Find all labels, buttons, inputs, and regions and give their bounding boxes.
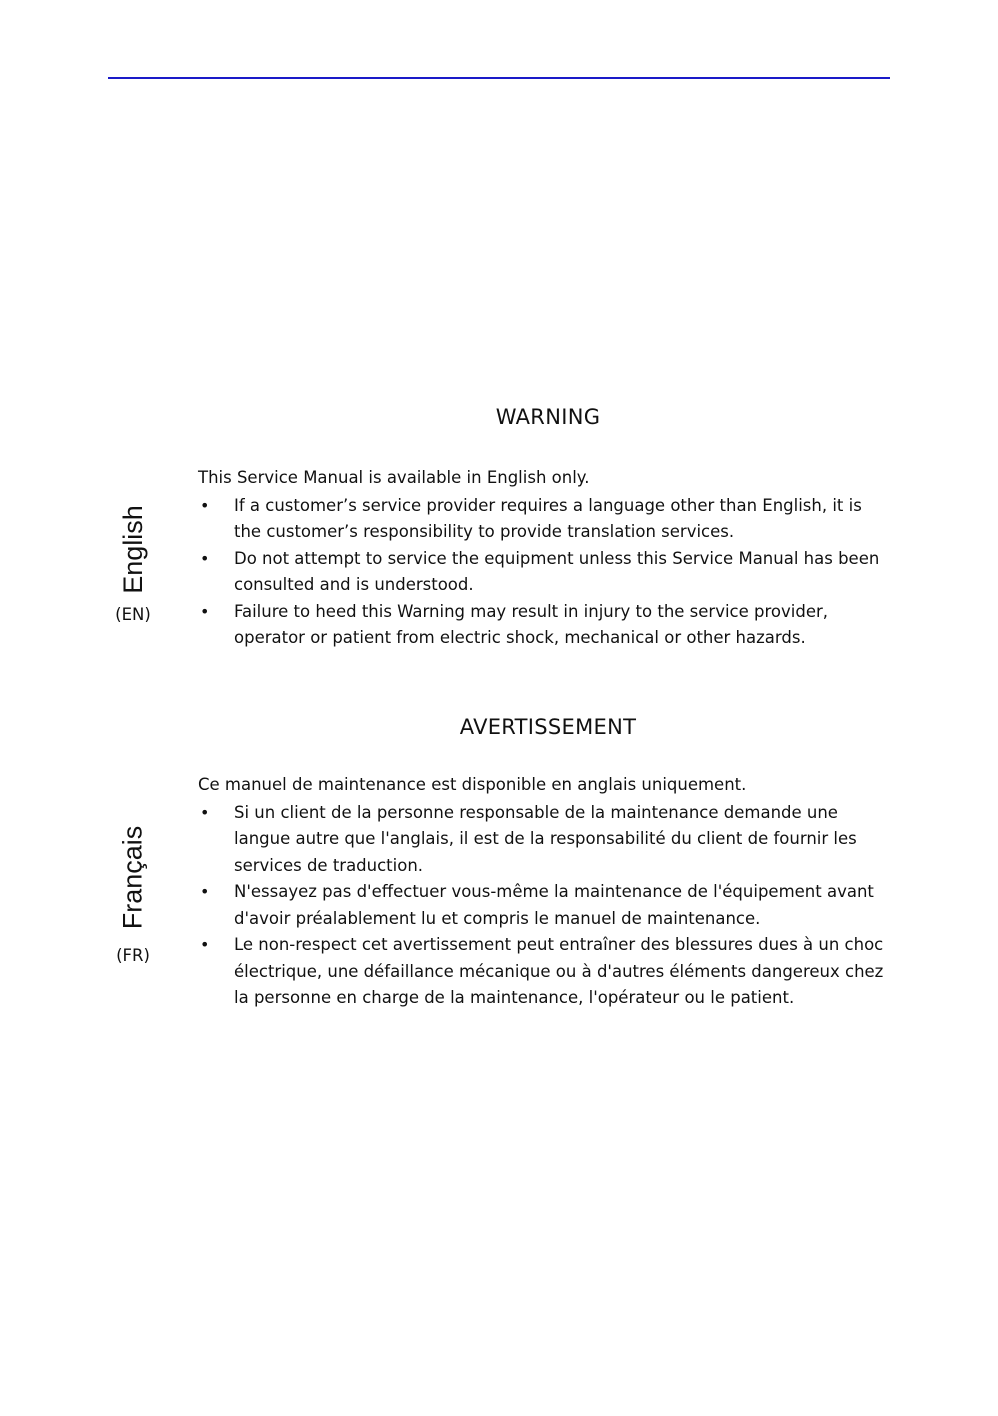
language-label-vertical [110, 503, 156, 595]
warning-bullet [198, 546, 888, 599]
language-name: English [117, 504, 148, 594]
warning-bullet [198, 932, 888, 1012]
language-code: (EN) [115, 605, 151, 624]
warning-heading: AVERTISSEMENT [459, 715, 637, 739]
warning-bullet-list [198, 493, 888, 652]
bullet-icon: • [200, 802, 210, 822]
bullet-text: Failure to heed this Warning may result in injury to the service provider, operator or patient from electric shock, mechanical or other hazards. [234, 601, 829, 647]
warning-bullet-list [198, 800, 888, 1012]
language-label-vertical [110, 815, 156, 939]
bullet-text: If a customer’s service provider requires a language other than English, it is the customer’s responsibility to provide translation services. [234, 495, 862, 541]
bullet-icon: • [200, 882, 210, 901]
bullet-text: Do not attempt to service the equipment unless this Service Manual has been consulted and is understood. [234, 548, 880, 594]
bullet-text: Si un client de la personne responsable de la maintenance demande une langue autre que l'anglais, il est de la responsabilité du client de fournir les services de traduction. [234, 802, 857, 875]
bullet-icon: • [200, 935, 210, 954]
bullet-icon: • [200, 601, 210, 621]
language-code: (FR) [116, 946, 150, 965]
warning-intro: Ce manuel de maintenance est disponible en anglais uniquement. [198, 775, 747, 794]
warning-body [198, 772, 888, 1012]
language-name: Français [117, 825, 148, 929]
warning-bullet [198, 800, 888, 880]
warning-bullet [198, 879, 888, 932]
bullet-text: N'essayez pas d'effectuer vous-même la maintenance de l'équipement avant d'avoir préalablement lu et compris le manuel de maintenance. [234, 882, 874, 928]
warning-bullet [198, 599, 888, 652]
warning-heading: WARNING [495, 405, 601, 429]
bullet-icon: • [200, 495, 210, 515]
warning-bullet [198, 493, 888, 546]
bullet-icon: • [200, 548, 210, 568]
header-rule [108, 77, 890, 79]
bullet-text: Le non-respect cet avertissement peut entraîner des blessures dues à un choc électrique, une défaillance mécanique ou à d'autres éléments dangereux chez la personne en charge de la maintenance, l'opérateur ou le patient. [234, 935, 884, 1007]
warning-intro: This Service Manual is available in English only. [198, 468, 590, 487]
warning-body [198, 465, 888, 652]
